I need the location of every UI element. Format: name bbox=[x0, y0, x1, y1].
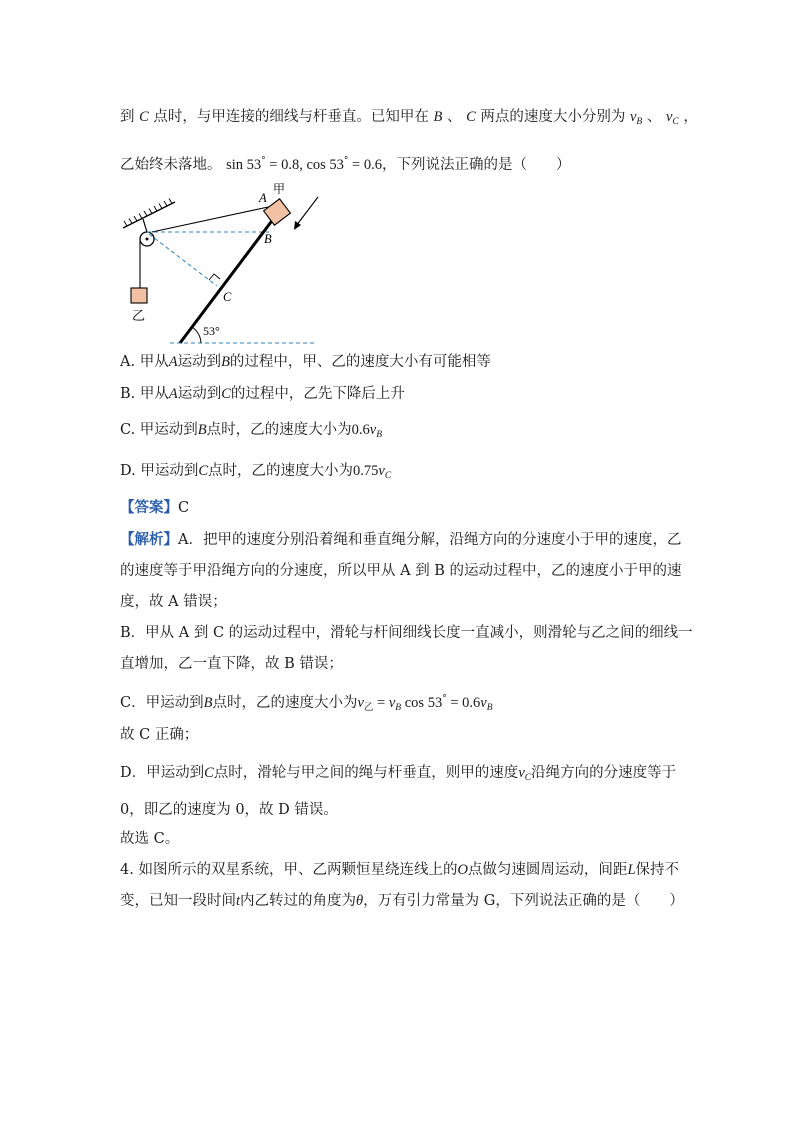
label-yi: 乙 bbox=[132, 308, 146, 323]
analysis-line-2 bbox=[120, 561, 680, 581]
text: 沿绳方向的分速度等于 bbox=[531, 765, 677, 781]
option-b bbox=[120, 384, 680, 404]
text: A. 甲从 bbox=[120, 354, 169, 370]
variable: t bbox=[236, 893, 241, 909]
analysis-line-8 bbox=[120, 763, 680, 788]
question-line-1 bbox=[120, 107, 698, 132]
point-label: O bbox=[457, 862, 468, 878]
physics-diagram bbox=[115, 180, 330, 350]
text: B．甲从 A 到 C 的运动过程中，滑轮与杆间细线长度一直减小，则滑轮与乙之间的细线一 bbox=[120, 625, 693, 641]
velocity-symbol: v bbox=[480, 695, 487, 711]
point-label: C bbox=[221, 386, 231, 402]
string-to-jia bbox=[152, 207, 268, 232]
analysis-line-6 bbox=[120, 689, 680, 718]
inclined-rod bbox=[180, 214, 277, 343]
label-jia: 甲 bbox=[273, 182, 286, 196]
point-label: B bbox=[433, 109, 443, 125]
velocity-symbol: v bbox=[369, 422, 377, 438]
text: ， bbox=[683, 109, 698, 125]
analysis-tag: 【解析】 bbox=[120, 531, 178, 548]
text: 变，已知一段时间 bbox=[120, 893, 236, 909]
point-label: B bbox=[203, 695, 213, 711]
text: 、 bbox=[446, 109, 462, 125]
degree: ° bbox=[343, 156, 349, 166]
analysis-line-3 bbox=[120, 592, 680, 612]
perpendicular-dashed-line bbox=[149, 234, 217, 286]
velocity-subscript: 乙 bbox=[363, 703, 374, 713]
label-A: A bbox=[259, 191, 267, 205]
arrow-head-icon bbox=[294, 221, 301, 230]
velocity-subscript: C bbox=[384, 471, 392, 481]
text: 故 C 正确； bbox=[120, 727, 199, 743]
next-question-line-1 bbox=[120, 860, 680, 880]
point-label: C bbox=[204, 765, 214, 781]
text: ，下列说法正确的是（ ） bbox=[381, 157, 571, 173]
text: 运动到 bbox=[177, 386, 222, 402]
answer bbox=[120, 498, 680, 518]
next-question-line-2 bbox=[120, 891, 684, 911]
text: D．甲运动到 bbox=[120, 765, 205, 781]
text: 点时，滑轮与甲之间的绳与杆垂直，则甲的速度 bbox=[213, 765, 519, 781]
text: 点做匀速圆周运动，间距 bbox=[467, 862, 628, 878]
angle-arc bbox=[192, 327, 201, 343]
text: 4. 如图所示的双星系统，甲、乙两颗恒星绕连线上的 bbox=[120, 862, 458, 878]
text: A．把甲的速度分别沿着绳和垂直绳分解，沿绳方向的分速度小于甲的速度，乙 bbox=[178, 532, 682, 548]
text: 保持不 bbox=[635, 862, 680, 878]
velocity-symbol: v bbox=[357, 695, 364, 711]
analysis-line-5 bbox=[120, 654, 680, 674]
degree: ° bbox=[261, 156, 266, 166]
pulley-hanger bbox=[143, 219, 147, 232]
point-label: B bbox=[221, 354, 230, 370]
text: 故选 C。 bbox=[120, 831, 180, 847]
text: 运动到 bbox=[177, 354, 222, 370]
ceiling-hatching bbox=[124, 199, 172, 227]
pulley-axle bbox=[146, 238, 149, 241]
text: 的速度等于甲沿绳方向的分速度，所以甲从 A 到 B 的运动过程中，乙的速度小于甲的速 bbox=[120, 563, 682, 579]
text: C. 甲运动到 bbox=[120, 422, 198, 438]
text: C．甲运动到 bbox=[120, 695, 204, 711]
answer-value: C bbox=[178, 500, 190, 516]
velocity-symbol: v bbox=[518, 765, 525, 781]
option-d bbox=[120, 461, 680, 486]
math: = 0.8, cos 53 bbox=[265, 157, 344, 173]
velocity-symbol: v bbox=[629, 109, 637, 125]
point-label: B bbox=[197, 422, 207, 438]
text: 点时，与甲连接的细线与杆垂直。已知甲在 bbox=[153, 109, 429, 125]
value: 0.75 bbox=[353, 463, 379, 479]
text: 乙始终未落地。 bbox=[120, 157, 222, 173]
velocity-subscript: B bbox=[376, 430, 383, 440]
velocity-subscript: C bbox=[672, 117, 679, 127]
label-B: B bbox=[264, 232, 272, 246]
right-angle-mark bbox=[209, 274, 220, 280]
velocity-symbol: v bbox=[378, 463, 385, 479]
answer-tag: 【答案】 bbox=[120, 499, 178, 516]
block-jia bbox=[264, 199, 291, 225]
option-c bbox=[120, 420, 680, 445]
velocity-subscript: B bbox=[486, 703, 493, 713]
analysis-line-9 bbox=[120, 800, 680, 820]
velocity-symbol: v bbox=[665, 109, 673, 125]
angle-label: 53° bbox=[203, 324, 220, 338]
motion-arrow bbox=[296, 197, 318, 226]
velocity-subscript: C bbox=[524, 773, 532, 783]
math: = 0.6 bbox=[348, 157, 382, 173]
velocity-subscript: B bbox=[395, 703, 402, 713]
text: 的过程中，乙先下降后上升 bbox=[230, 386, 405, 402]
text: 内乙转过的角度为 bbox=[240, 893, 357, 909]
text: 到 bbox=[120, 109, 135, 125]
text: 的过程中，甲、乙的速度大小有可能相等 bbox=[229, 354, 491, 370]
text: ，万有引力常量为 G，下列说法正确的是（ ） bbox=[363, 893, 684, 909]
option-a bbox=[120, 352, 680, 372]
ceiling-line bbox=[123, 202, 175, 228]
text: 点时，乙的速度大小为 bbox=[206, 422, 352, 438]
point-label: C bbox=[139, 109, 149, 125]
text: B. 甲从 bbox=[120, 386, 169, 402]
point-label: A bbox=[168, 386, 178, 402]
text: 点时，乙的速度大小为 bbox=[212, 695, 358, 711]
math: = 0.6 bbox=[446, 695, 481, 711]
math: sin 53 bbox=[226, 157, 262, 173]
velocity-subscript: B bbox=[636, 117, 643, 127]
point-label: C bbox=[466, 109, 476, 125]
analysis-line-1 bbox=[120, 530, 680, 550]
point-label: A bbox=[168, 354, 178, 370]
math: cos 53 bbox=[401, 695, 443, 711]
text: 度，故 A 错误； bbox=[120, 594, 227, 610]
text: D. 甲运动到 bbox=[120, 463, 199, 479]
variable: θ bbox=[356, 893, 364, 909]
math: = bbox=[373, 695, 389, 711]
analysis-line-10 bbox=[120, 829, 680, 849]
text: 直增加，乙一直下降，故 B 错误； bbox=[120, 656, 343, 672]
variable: L bbox=[627, 862, 636, 878]
label-C: C bbox=[223, 290, 232, 304]
block-yi bbox=[131, 288, 147, 303]
point-label: C bbox=[198, 463, 208, 479]
analysis-line-4 bbox=[120, 623, 693, 643]
value: 0.6 bbox=[351, 422, 370, 438]
question-line-2 bbox=[120, 151, 680, 175]
velocity-symbol: v bbox=[388, 695, 396, 711]
degree: ° bbox=[442, 694, 447, 704]
text: 0，即乙的速度为 0，故 D 错误。 bbox=[120, 802, 338, 818]
text: 、 bbox=[646, 109, 662, 125]
text: 两点的速度大小分别为 bbox=[480, 109, 626, 125]
text: 点时，乙的速度大小为 bbox=[208, 463, 353, 479]
analysis-line-7 bbox=[120, 725, 680, 745]
